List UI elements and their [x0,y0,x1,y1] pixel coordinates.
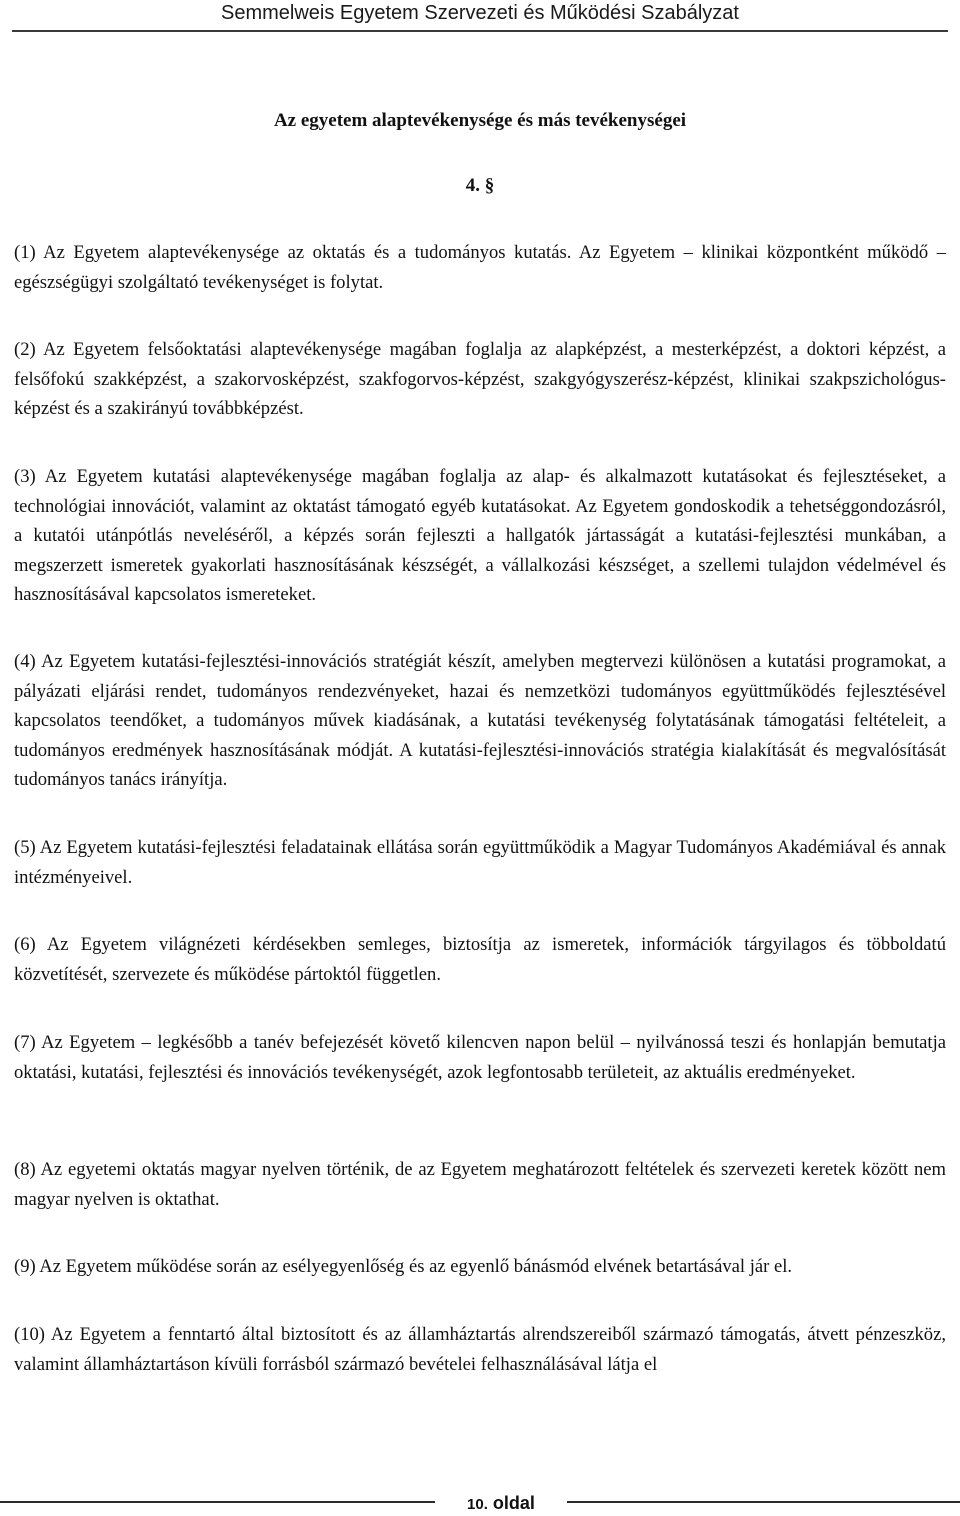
paragraph-7: (7) Az Egyetem – legkésőbb a tanév befejezését követő kilencven napon belül – nyilvánossá teszi és honlapján bemutatja oktatási, kutatási, fejlesztési és innovációs tevékenységét, azok legfontosabb területeit, az aktuális eredményeket. [14,1032,946,1083]
chapter-title: Az egyetem alaptevékenysége és más tevékenységei [273,110,687,131]
page-number: 10. [467,1496,488,1513]
footer-divider-right [567,1501,960,1503]
paragraph-4: (4) Az Egyetem kutatási-fejlesztési-innovációs stratégiát készít, amelyben megtervezi különösen a kutatási programokat, a pályázati eljárási rendet, tudományos rendezvényeket, hazai és nemzetközi tudományos együttműködés fejlesztésével kapcsolatos teendőket, a tudományos művek kiadásának, a kutatási tevékenység folytatásának támogatási feltételeit, a tudományos eredmények hasznosításának módját. A kutatási-fejlesztési-innovációs stratégia kialakítását és megvalósítását tudományos tanács irányítja. [14,651,946,791]
paragraph-8: (8) Az egyetemi oktatás magyar nyelven történik, de az Egyetem meghatározott feltételek és szervezeti keretek között nem magyar nyelven is oktathat. [14,1159,946,1210]
paragraph-1: (1) Az Egyetem alaptevékenysége az oktatás és a tudományos kutatás. Az Egyetem – klinikai központként működő – egészségügyi szolgáltató tevékenységet is folytat. [14,242,946,293]
paragraph-6: (6) Az Egyetem világnézeti kérdésekben semleges, biztosítja az ismeretek, információk tárgyilagos és többoldatú közvetítését, szervezete és működése pártoktól független. [14,934,946,985]
paragraph-2: (2) Az Egyetem felsőoktatási alaptevékenysége magában foglalja az alapképzést, a mesterképzést, a doktori képzést, a felsőfokú szakképzést, a szakorvosképzést, szakfogorvos-képzést, szakgyógyszerész-képzést, klinikai szakpszichológus-képzést és a szakirányú továbbképzést. [14,339,946,420]
header-divider [12,30,948,32]
paragraph-5: (5) Az Egyetem kutatási-fejlesztési feladatainak ellátása során együttműködik a Magyar Tudományos Akadémiával és annak intézményeivel. [14,837,946,888]
section-number: 4. § [465,175,495,196]
page-footer [435,1492,567,1516]
running-header: Semmelweis Egyetem Szervezeti és Működési Szabályzat [221,2,739,24]
footer-divider-left [0,1501,435,1503]
paragraph-9: (9) Az Egyetem működése során az esélyegyenlőség és az egyenlő bánásmód elvének betartásával jár el. [14,1256,793,1277]
paragraph-10: (10) Az Egyetem a fenntartó által biztosított és az államháztartás alrendszereiből származó támogatás, átvett pénzeszköz, valamint államháztartáson kívüli forrásból származó bevételei felhasználásával látja el [14,1324,946,1375]
page-label: oldal [492,1493,535,1513]
paragraph-3: (3) Az Egyetem kutatási alaptevékenysége magában foglalja az alap- és alkalmazott kutatásokat és fejlesztéseket, a technológiai innovációt, valamint az oktatást támogató egyéb kutatásokat. Az Egyetem gondoskodik a tehetséggondozásról, a kutatói utánpótlás neveléséről, a képzés során fejleszti a hallgatók jártasságát a kutatási-fejlesztési munkában, a megszerzett ismeretek gyakorlati hasznosításának készségét, a vállalkozási készséget, a szellemi tulajdon védelmével és hasznosításával kapcsolatos ismereteket. [14,466,946,606]
